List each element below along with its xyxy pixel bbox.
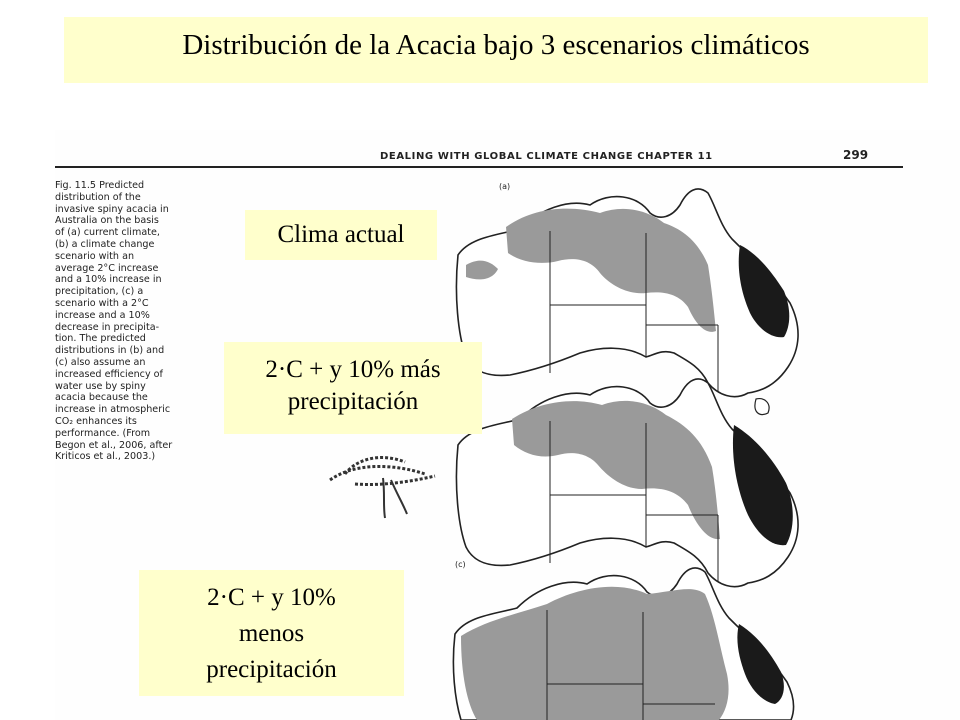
- caption-line: Begon et al., 2006, after: [55, 439, 173, 451]
- panel-label-c: (c): [455, 560, 466, 569]
- running-head: DEALING WITH GLOBAL CLIMATE CHANGE CHAPTER 11: [380, 151, 713, 162]
- caption-line: tion. The predicted: [55, 333, 146, 345]
- slide-title: Distribución de la Acacia bajo 3 escenarios climáticos: [182, 29, 810, 61]
- caption-line: scenario with an: [55, 250, 135, 262]
- caption-line: Kriticos et al., 2003.): [55, 451, 156, 463]
- caption-line: invasive spiny acacia in: [55, 203, 169, 215]
- caption-line: of (a) current climate,: [55, 227, 160, 239]
- page-rule: [55, 166, 903, 168]
- acacia-illustration: [325, 450, 455, 520]
- label-current-climate: [245, 210, 437, 260]
- label-scenario-c: [139, 570, 404, 696]
- caption-line: scenario with a 2°C: [55, 297, 149, 309]
- caption-line: decrease in precipita-: [55, 321, 160, 333]
- caption-line: increase and a 10%: [55, 309, 150, 321]
- label-scenario-c-line: menos: [238, 620, 305, 647]
- label-scenario-b: [224, 342, 482, 434]
- label-current-text: Clima actual: [277, 221, 405, 248]
- page-number: 299: [843, 148, 869, 162]
- label-scenario-b-line: precipitación: [287, 388, 419, 415]
- caption-line: water use by spiny: [55, 380, 146, 392]
- caption-line: (c) also assume an: [55, 356, 146, 368]
- suitable-region: [461, 587, 729, 720]
- caption-line: (b) a climate change: [55, 238, 155, 250]
- caption-line: precipitation, (c) a: [55, 286, 144, 298]
- panel-label-a: (a): [499, 182, 511, 191]
- title-banner: [64, 17, 928, 83]
- caption-line: distributions in (b) and: [55, 345, 165, 357]
- figure-caption: [55, 180, 205, 463]
- caption-line: and a 10% increase in: [55, 274, 162, 286]
- map-c-drier-scenario: [447, 564, 807, 720]
- label-scenario-b-line: 2·C + y 10% más: [265, 356, 441, 383]
- caption-line: increased efficiency of: [55, 368, 163, 380]
- caption-line: distribution of the: [55, 191, 141, 203]
- label-scenario-c-line: 2·C + y 10%: [207, 584, 336, 611]
- caption-line: increase in atmospheric: [55, 404, 171, 416]
- label-scenario-c-line: precipitación: [206, 656, 337, 683]
- caption-line: performance. (From: [55, 427, 151, 439]
- caption-line: Fig. 11.5 Predicted: [55, 180, 145, 191]
- caption-line: Australia on the basis: [55, 215, 159, 227]
- caption-line: CO₂ enhances its: [55, 415, 137, 427]
- caption-line: acacia because the: [55, 392, 148, 404]
- caption-line: average 2°C increase: [55, 262, 159, 274]
